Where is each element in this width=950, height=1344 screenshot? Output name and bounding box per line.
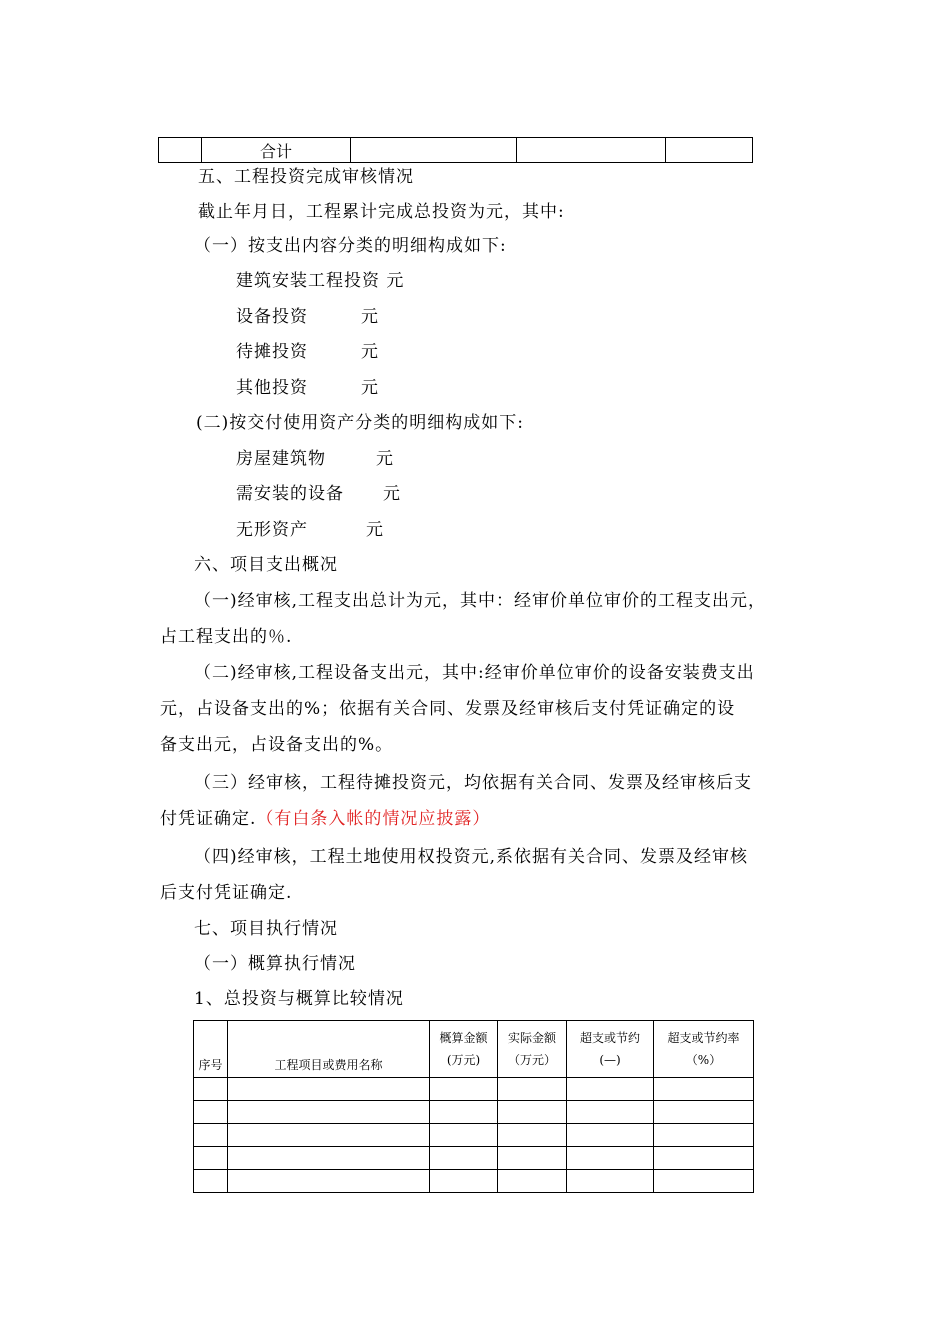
- summary-table: [158, 137, 753, 163]
- item-unit: 元: [361, 342, 379, 362]
- table-cell: [194, 1147, 228, 1170]
- header-over: [567, 1021, 654, 1078]
- paragraph-line: 占工程支出的％.: [160, 627, 293, 647]
- table-cell: [654, 1078, 754, 1101]
- paragraph-line: （二)经审核,工程设备支出元，其中:经审价单位审价的设备安装费支出: [194, 663, 755, 683]
- table-row: [159, 138, 753, 163]
- table-cell: [567, 1124, 654, 1147]
- paragraph-text: 付凭证确定.: [160, 809, 257, 829]
- list-item: [236, 269, 404, 293]
- table-cell: [567, 1147, 654, 1170]
- table-cell: [498, 1147, 567, 1170]
- header-seq: 序号: [194, 1021, 228, 1078]
- table-cell: [430, 1078, 498, 1101]
- item-label: 需安装的设备: [236, 484, 344, 504]
- table-cell: [498, 1170, 567, 1193]
- table-cell: [567, 1101, 654, 1124]
- table-cell: [194, 1170, 228, 1193]
- item-unit: 元: [383, 484, 401, 504]
- table-row: [194, 1101, 754, 1124]
- header-name: 工程项目或费用名称: [228, 1021, 430, 1078]
- paragraph-line: 元，占设备支出的%；依据有关合同、发票及经审核后支付凭证确定的设: [160, 699, 736, 719]
- table-row: [194, 1078, 754, 1101]
- paragraph-line: （三）经审核，工程待摊投资元，均依据有关合同、发票及经审核后支: [194, 773, 752, 793]
- item-label: 设备投资: [236, 307, 308, 327]
- table-cell: [430, 1124, 498, 1147]
- table-row: [194, 1124, 754, 1147]
- item-unit: 元: [361, 378, 379, 398]
- table-cell: [228, 1147, 430, 1170]
- header-over-line2: (—): [599, 1053, 621, 1067]
- table-cell: [567, 1170, 654, 1193]
- table-cell: [498, 1124, 567, 1147]
- paragraph-line: 备支出元，占设备支出的%。: [160, 735, 394, 755]
- header-rate: [654, 1021, 754, 1078]
- table-cell: [430, 1170, 498, 1193]
- item-unit: 元: [366, 520, 384, 540]
- table-cell: [228, 1124, 430, 1147]
- table-row: [194, 1170, 754, 1193]
- header-budget: [430, 1021, 498, 1078]
- item-label: 待摊投资: [236, 342, 308, 362]
- section7-item1: 1、总投资与概算比较情况: [194, 989, 404, 1009]
- paragraph-line: [160, 807, 490, 831]
- header-rate-line1: 超支或节约率: [667, 1031, 740, 1045]
- item-unit: 元: [386, 271, 405, 291]
- table-cell: [498, 1078, 567, 1101]
- table-cell: [194, 1101, 228, 1124]
- item-label: 房屋建筑物: [236, 449, 326, 469]
- item-unit: 元: [361, 307, 379, 327]
- paragraph-line: 后支付凭证确定.: [160, 883, 293, 903]
- header-actual-line1: 实际金额: [507, 1031, 556, 1045]
- item-label: 其他投资: [236, 378, 308, 398]
- table-cell: [517, 138, 666, 163]
- header-budget-line2: (万元): [446, 1053, 481, 1067]
- table-cell: [228, 1101, 430, 1124]
- header-rate-line2: （%）: [685, 1053, 722, 1067]
- paragraph-line: （四)经审核，工程土地使用权投资元,系依据有关合同、发票及经审核: [194, 847, 749, 867]
- table-cell: [654, 1101, 754, 1124]
- section5-sub2-title: (二)按交付使用资产分类的明细构成如下:: [196, 413, 524, 433]
- table-cell: [351, 138, 517, 163]
- header-actual: [498, 1021, 567, 1078]
- total-label-cell: 合计: [202, 138, 351, 163]
- table-cell: [228, 1170, 430, 1193]
- section7-sub1: （一）概算执行情况: [194, 954, 356, 974]
- header-over-line1: 超支或节约: [579, 1031, 640, 1045]
- disclosure-note: （有白条入帐的情况应披露）: [256, 809, 491, 829]
- table-cell: [430, 1147, 498, 1170]
- table-cell: [194, 1124, 228, 1147]
- table-cell: [228, 1078, 430, 1101]
- table-cell: [498, 1101, 567, 1124]
- table-cell: [430, 1101, 498, 1124]
- header-actual-line2: （万元）: [507, 1053, 556, 1067]
- table-cell: [654, 1147, 754, 1170]
- section5-heading: 五、工程投资完成审核情况: [198, 167, 414, 187]
- section5-sub1-title: （一）按支出内容分类的明细构成如下:: [194, 236, 507, 256]
- table-cell: [666, 138, 753, 163]
- table-cell: [194, 1078, 228, 1101]
- item-label: 建筑安装工程投资: [236, 271, 380, 291]
- table-cell: [654, 1170, 754, 1193]
- table-header-row: [194, 1021, 754, 1078]
- section7-heading: 七、项目执行情况: [194, 919, 338, 939]
- table-row: [194, 1147, 754, 1170]
- paragraph-line: （一)经审核,工程支出总计为元，其中：经审价单位审价的工程支出元，: [194, 591, 767, 611]
- section5-intro: 截止年月日，工程累计完成总投资为元，其中:: [198, 202, 565, 222]
- item-label: 无形资产: [236, 520, 308, 540]
- header-budget-line1: 概算金额: [439, 1031, 488, 1045]
- item-unit: 元: [376, 449, 394, 469]
- table-cell: [654, 1124, 754, 1147]
- table-cell: [567, 1078, 654, 1101]
- budget-comparison-table: [193, 1020, 754, 1193]
- table-cell: [159, 138, 202, 163]
- section6-heading: 六、项目支出概况: [194, 555, 338, 575]
